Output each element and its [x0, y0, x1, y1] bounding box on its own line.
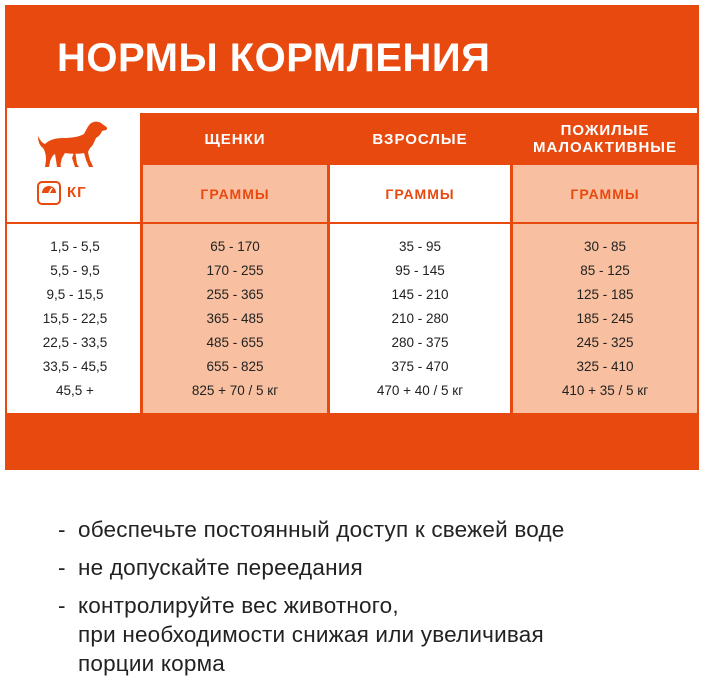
table-cell: 5,5 - 9,5 [50, 263, 100, 278]
page-title: НОРМЫ КОРМЛЕНИЯ [57, 36, 491, 80]
unit-label-adults: ГРАММЫ [330, 165, 510, 222]
table-cell: 325 - 410 [576, 359, 634, 374]
table-cell: 410 + 35 / 5 кг [561, 383, 649, 398]
table-cell: 125 - 185 [576, 287, 634, 302]
table-cell: 210 - 280 [391, 311, 449, 326]
column-header-puppies: ЩЕНКИ [143, 113, 327, 165]
puppies-column [143, 238, 327, 406]
note-text: не допускайте переедания [78, 555, 363, 580]
table-cell: 170 - 255 [206, 263, 264, 278]
column-header-seniors: ПОЖИЛЫЕ МАЛОАКТИВНЫЕ [513, 113, 697, 165]
table-cell: 375 - 470 [391, 359, 449, 374]
table-cell: 65 - 170 [210, 239, 260, 254]
list-item [58, 591, 698, 678]
weight-column [7, 238, 143, 406]
note-text: контролируйте вес животного, при необходимости снижая или увеличивая порции корма [78, 593, 544, 676]
seniors-column [513, 238, 697, 406]
unit-label-puppies: ГРАММЫ [143, 165, 327, 222]
table-cell: 33,5 - 45,5 [42, 359, 108, 374]
list-bullet: - [58, 593, 66, 618]
table-cell: 1,5 - 5,5 [50, 239, 100, 254]
table-cell: 485 - 655 [206, 335, 264, 350]
header-divider [5, 222, 699, 224]
table-cell: 470 + 40 / 5 кг [376, 383, 464, 398]
table-cell: 30 - 85 [583, 239, 627, 254]
table-cell: 185 - 245 [576, 311, 634, 326]
column-header-adults: ВЗРОСЛЫЕ [330, 113, 510, 165]
table-cell: 22,5 - 33,5 [42, 335, 108, 350]
table-cell: 365 - 485 [206, 311, 264, 326]
table-cell: 255 - 365 [206, 287, 264, 302]
table-cell: 95 - 145 [395, 263, 445, 278]
dog-icon [35, 120, 109, 172]
table-cell: 280 - 375 [391, 335, 449, 350]
table-cell: 45,5 + [56, 383, 94, 398]
table-cell: 245 - 325 [576, 335, 634, 350]
table-cell: 9,5 - 15,5 [46, 287, 104, 302]
unit-label-seniors: ГРАММЫ [513, 165, 697, 222]
scale-icon [37, 181, 61, 205]
list-item [58, 515, 698, 544]
feeding-notes [58, 515, 698, 687]
table-cell: 35 - 95 [398, 239, 442, 254]
adults-column [330, 238, 510, 406]
table-cell: 15,5 - 22,5 [42, 311, 108, 326]
note-text: обеспечьте постоянный доступ к свежей воде [78, 517, 565, 542]
table-cell: 655 - 825 [206, 359, 264, 374]
table-cell: 85 - 125 [580, 263, 630, 278]
footer-bar [5, 413, 699, 470]
list-bullet: - [58, 555, 66, 580]
list-item [58, 553, 698, 582]
list-bullet: - [58, 517, 66, 542]
table-cell: 145 - 210 [391, 287, 449, 302]
table-border-right [697, 108, 699, 413]
table-cell: 825 + 70 / 5 кг [191, 383, 279, 398]
weight-unit-label: КГ [67, 184, 87, 201]
